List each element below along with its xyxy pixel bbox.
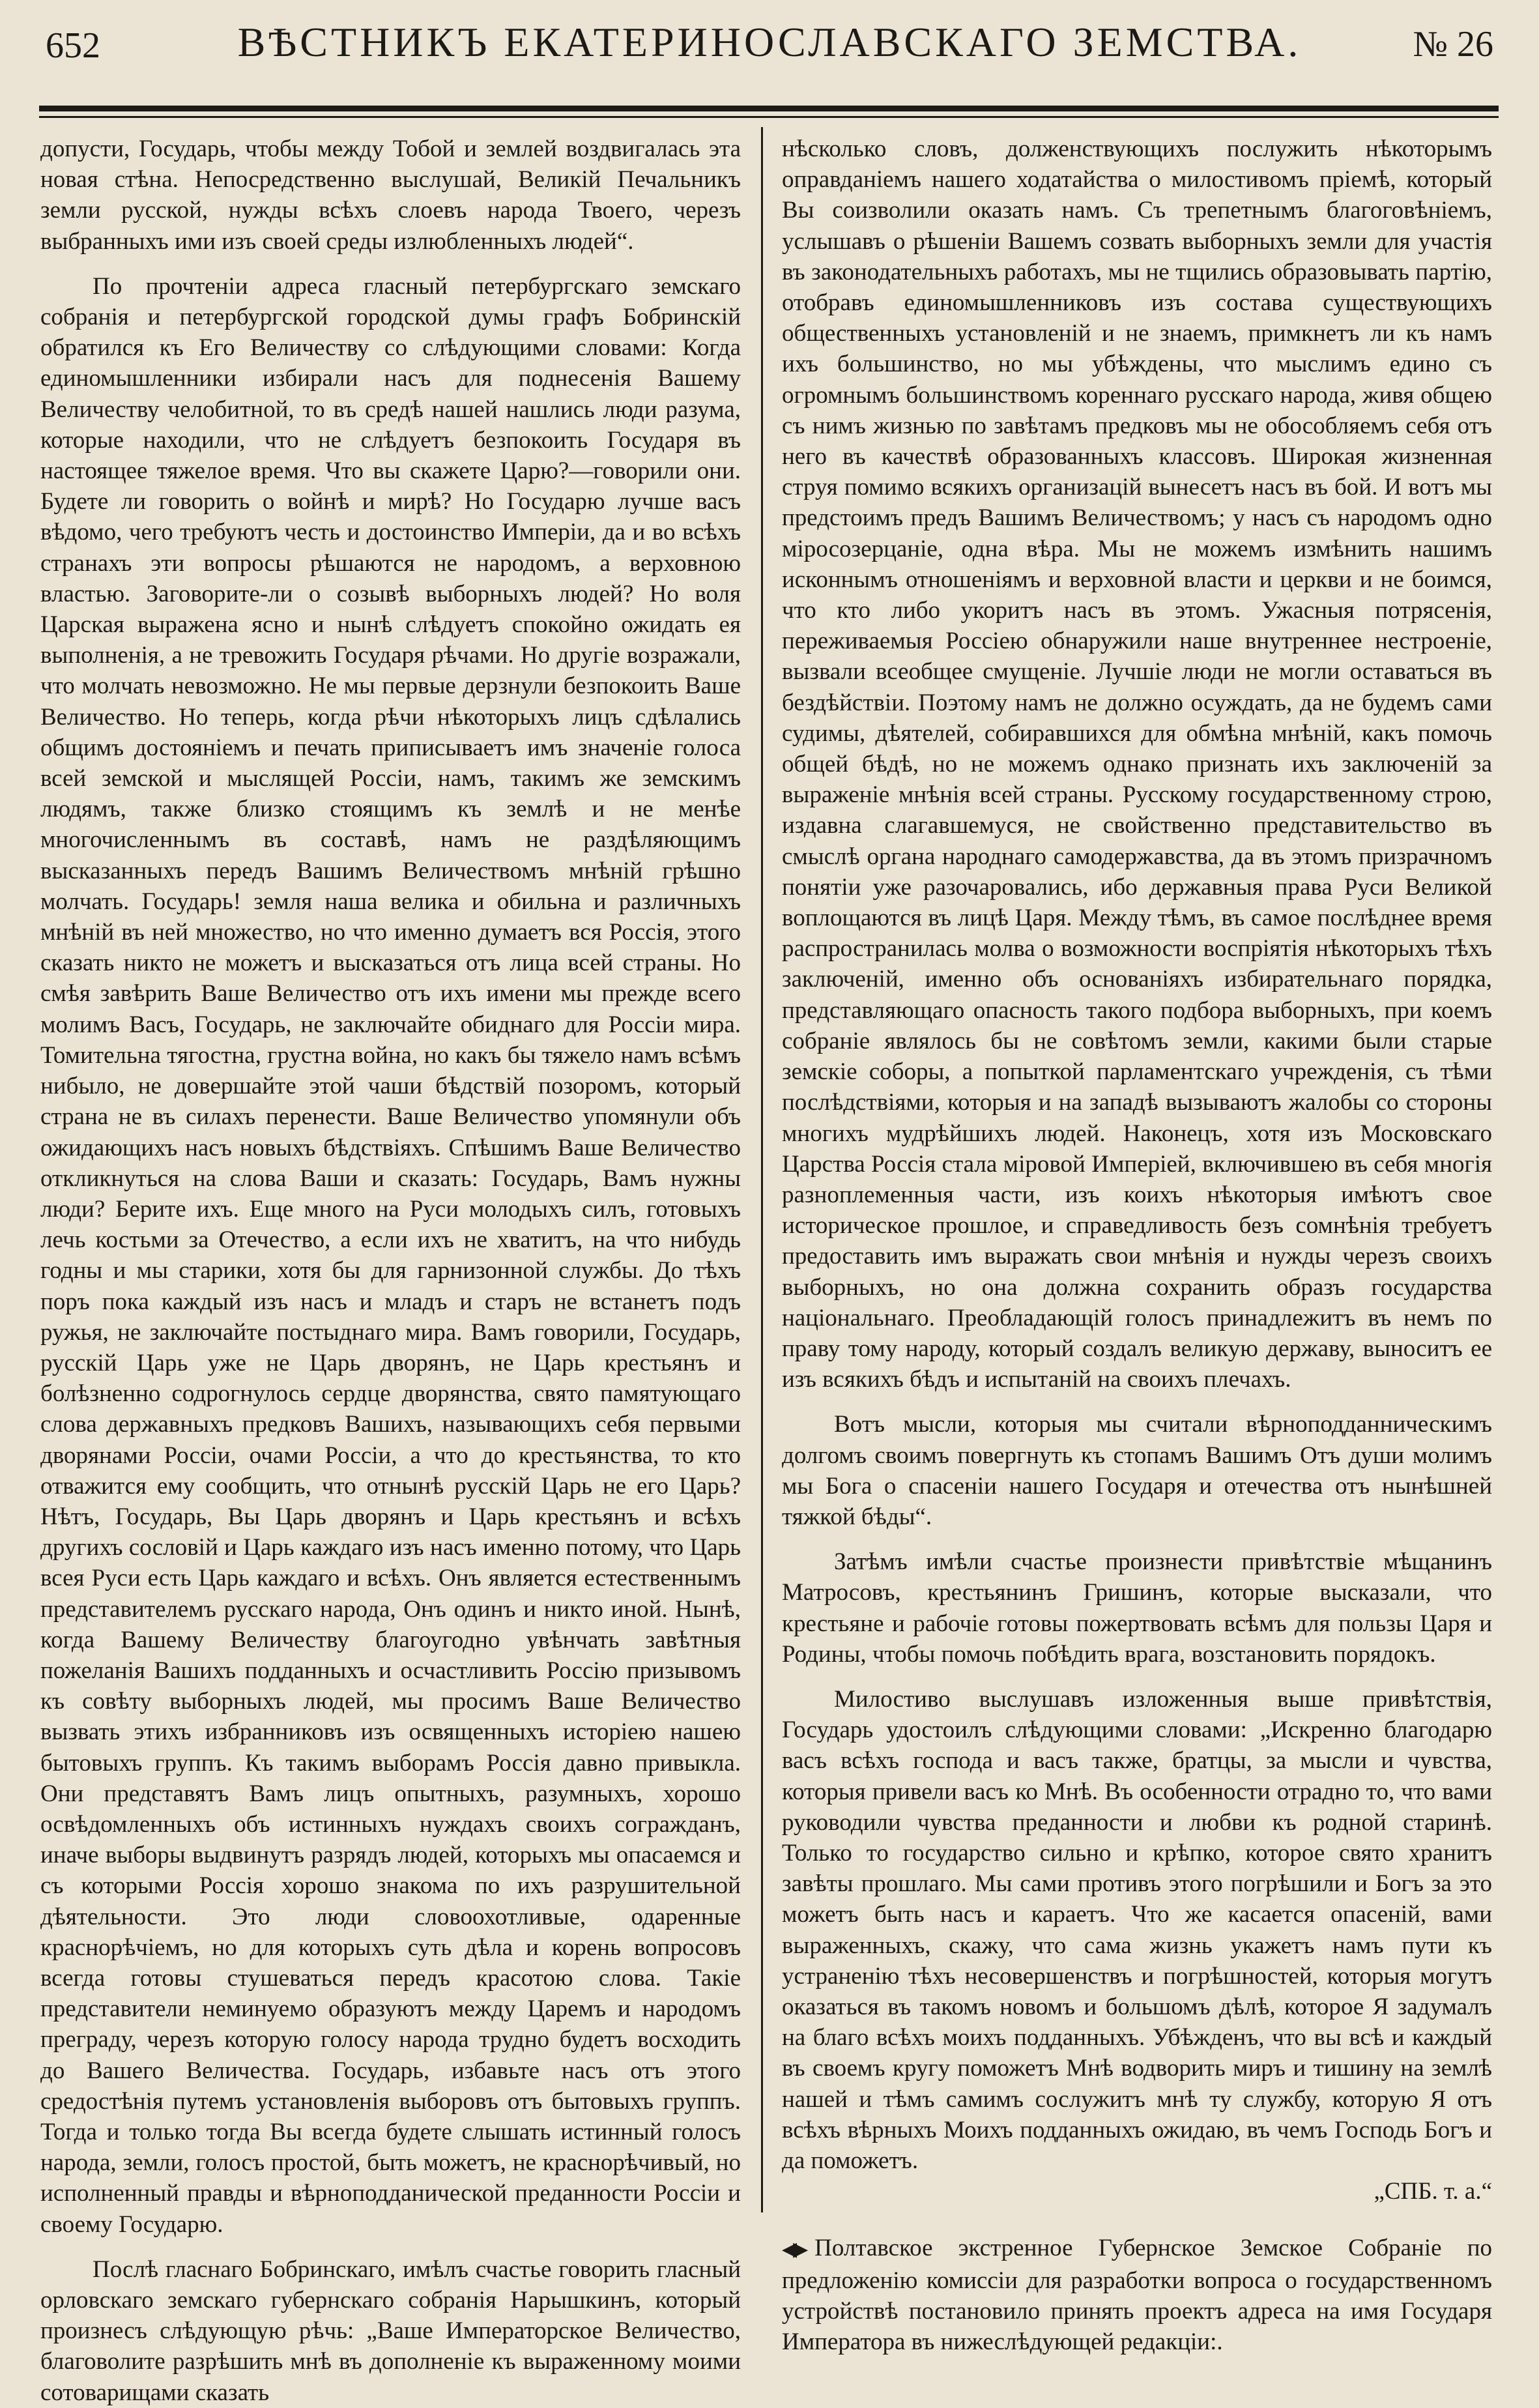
right-paragraph-4 [782, 1684, 1492, 2207]
right-paragraph-1: нѣсколько словъ, долженствующихъ послужить нѣкоторымъ оправданіемъ нашего ходатайства о милостивомъ пріемѣ, который Вы соизволили оказать намъ. Съ трепетнымъ благоговѣніемъ, услышавъ о рѣшеніи Вашемъ созвать выборныхъ земли для участія въ законодательныхъ работахъ, мы не тщились образовывать партію, отобравъ единомышленниковъ изъ состава существующихъ общественныхъ установленій и не знаемъ, примкнетъ ли къ намъ ихъ большинство, но мы убѣждены, что мыслимъ едино съ огромнымъ большинствомъ кореннаго русскаго народа, живя общею съ нимъ жизнью по завѣтамъ предковъ мы не обособляемъ себя отъ него въ качествѣ образованныхъ классовъ. Широкая жизненная струя помимо всякихъ организацій вынесетъ насъ въ бой. И вотъ мы предстоимъ предъ Вашимъ Величествомъ; у насъ съ народомъ одно міросозерцаніе, одна вѣра. Мы не можемъ измѣнить нашимъ исконнымъ отношеніямъ и верховной власти и церкви и не боимся, что кто либо укоритъ насъ въ этомъ. Ужасныя потрясенія, переживаемыя Россіею обнаружили наше внутреннее нестроеніе, вызвали всеобщее смущеніе. Лучшіе люди не могли оставаться въ бездѣйствіи. Поэтому намъ не должно осуждать, да не будемъ сами судимы, дѣятелей, собиравшихся для обмѣна мнѣній, какъ помочь общей бѣдѣ, но не можемъ однако признать ихъ заключеній за выраженіе мнѣнія всей страны. Русскому государственному строю, издавна слагавшемуся, не свойственно представительство въ смыслѣ органа народнаго самодержавства, да въ этомъ призрачномъ понятіи уже разочаровались, ибо державныя права Руси Великой воплощаются въ лицѣ Царя. Между тѣмъ, въ самое послѣднее время распространилась молва о возможности воспріятія нѣкоторыхъ тѣхъ заключеній, именно объ основаніяхъ избирательнаго порядка, представляющаго опасность такого подбора выборныхъ, при коемъ собраніе являлось бы не совѣтомъ земли, какими были старые земскіе соборы, а попыткой парламентскаго учрежденія, съ тѣми послѣдствіями, которыя и на западѣ вызываютъ жалобы со стороны многихъ мудрѣйшихъ людей. Наконецъ, хотя изъ Московскаго Царства Россія стала міровой Имперіей, включившею въ себя многія разноплеменныя части, изъ коихъ нѣкоторыя имѣютъ свое историческое прошлое, и справедливость безъ сомнѣнія требуетъ предоставить имъ выражать свои мнѣнія и нужды черезъ своихъ выборныхъ, но она должна сохранить образъ государства національнаго. Преобладающій голосъ принадлежитъ въ немъ по праву тому народу, который создалъ великую державу, выноситъ ее изъ всякихъ бѣдъ и испытаній на своихъ плечахъ. [782, 136, 1492, 1393]
header-rule-thick [39, 106, 1499, 111]
poltava-notice-text: Полтавское экстренное Губернское Земское Собраніе по предложенію комиссіи для разработки вопроса о государственномъ устройствѣ постановило принять проектъ адреса на имя Государя Императора въ нижеслѣдующей редакціи:. [782, 2235, 1492, 2356]
right-paragraph-5 [782, 2233, 1492, 2357]
right-column [782, 134, 1492, 2356]
header-rule-thin [39, 116, 1499, 118]
journal-title: ВѢСТНИКЪ ЕКАТЕРИНОСЛАВСКАГО ЗЕМСТВА. [237, 19, 1302, 65]
issue-number: № 26 [1413, 24, 1493, 65]
left-column [40, 134, 741, 2406]
right-paragraph-2: Вотъ мысли, которыя мы считали вѣрноподданническимъ долгомъ своимъ повергнуть къ стопамъ Вашимъ Отъ души молимъ мы Бога о спасеніи нашего Государя и отечества отъ нынѣшней тяжкой бѣды“. [782, 1411, 1492, 1530]
column-divider [761, 127, 763, 2212]
double-arrow-icon: ◀▶ [782, 2239, 805, 2261]
page-number: 652 [46, 25, 100, 66]
left-paragraph-2: По прочтеніи адреса гласный петербургскаго земскаго собранія и петербургской городской думы графъ Бобринскій обратился къ Его Величеству со слѣдующими словами: Когда единомышленники избирали насъ для поднесенія Вашему Величеству челобитной, то въ средѣ нашей нашлись люди разума, которые находили, что не слѣдуетъ безпокоить Государя въ настоящее тяжелое время. Что вы скажете Царю?—говорили они. Будете ли говорить о войнѣ и мирѣ? Но Государю лучше васъ вѣдомо, чего требуютъ честь и достоинство Имперіи, да и во всѣхъ странахъ эти вопросы рѣшаются не народомъ, а верховною властью. Заговорите-ли о созывѣ выборныхъ людей? Но воля Царская выражена ясно и нынѣ слѣдуетъ спокойно ожидать ея выполненія, а не тревожить Государя рѣчами. Но другіе возражали, что молчать невозможно. Не мы первые дерзнули безпокоить Ваше Величество. Но теперь, когда рѣчи нѣкоторыхъ лицъ сдѣлались общимъ достояніемъ и печать приписываетъ имъ значеніе голоса всей земской и мыслящей Россіи, намъ, такимъ же земскимъ людямъ, также близко стоящимъ къ землѣ и не менѣе многочисленнымъ въ составѣ, намъ не раздѣляющимъ высказанныхъ передъ Вашимъ Величествомъ мнѣній грѣшно молчать. Государь! земля наша велика и обильна и различныхъ мнѣній въ ней множество, но что именно думаетъ вся Россія, этого сказать никто не можетъ и высказаться отъ лица всей страны. Но смѣя завѣрить Ваше Величество отъ ихъ имени мы прежде всего молимъ Васъ, Государь, не заключайте обиднаго для Россіи мира. Томительна тягостна, грустна война, но какъ бы тяжело намъ всѣмъ нибыло, не довершайте этой чаши бѣдствій позоромъ, который страна не въ силахъ перенести. Ваше Величество упомянули объ ожидающихъ насъ новыхъ бѣдствіяхъ. Спѣшимъ Ваше Величество откликнуться на слова Ваши и сказать: Государь, Вамъ нужны люди? Берите ихъ. Еще много на Руси молодыхъ силъ, готовыхъ лечь костьми за Отечество, а если ихъ не хватитъ, на что нибудь годны и мы старики, хотя бы для гарнизонной службы. До тѣхъ поръ пока каждый изъ насъ и младъ и старъ не встанетъ подъ ружья, не заключайте постыднаго мира. Вамъ говорили, Государь, русскій Царь уже не Царь дворянъ, не Царь крестьянъ и болѣзненно содрогнулось сердце дворянства, свято памятующаго слова державныхъ предковъ Вашихъ, называющихъ себя первыми дворянами Россіи, очами Россіи, а что до крестьянства, то кто отважится ему сообщить, что отнынѣ русскій Царь не его Царь? Нѣтъ, Государь, Вы Царь дворянъ и Царь крестьянъ и всѣхъ другихъ сословій и Царь каждаго изъ насъ именно потому, что Царь всея Руси есть Царь каждаго и всѣхъ. Онъ является естественнымъ представителемъ русскаго народа, Онъ одинъ и никто иной. Нынѣ, когда Вашему Величеству благоугодно увѣнчать завѣтныя пожеланія Вашихъ подданныхъ и осчастливить Россію призывомъ къ совѣту выборныхъ людей, мы просимъ Ваше Величество вызвать этихъ избранниковъ изъ освященныхъ исторіею нашею бытовыхъ группъ. Къ такимъ выборамъ Россія давно привыкла. Они представятъ Вамъ лицъ опытныхъ, разумныхъ, хорошо освѣдомленныхъ объ истинныхъ нуждахъ своихъ согражданъ, иначе выборы выдвинутъ разрядъ людей, которыхъ мы опасаемся и съ которыми Россія хорошо знакома по ихъ разрушительной дѣятельности. Это люди словоохотливые, одаренные краснорѣчіемъ, но для которыхъ суть дѣла и корень вопросовъ всегда готовы стушеваться передъ красотою слова. Такіе представители неминуемо образуютъ между Царемъ и народомъ преграду, черезъ которую голосу народа трудно будетъ восходить до Вашего Величества. Государь, избавьте насъ отъ этого средостѣнія путемъ установленія выборовъ отъ бытовыхъ группъ. Тогда и только тогда Вы всегда будете слышать истинный голосъ народа, земли, голосъ простой, быть можетъ, не краснорѣчивый, но исполненный правды и вѣрноподданической преданности Россіи и своему Государю. [40, 272, 741, 2238]
source-signature: „СПБ. т. а.“ [1374, 2178, 1492, 2205]
left-paragraph-3: Послѣ гласнаго Бобринскаго, имѣлъ счастье говорить гласный орловскаго земскаго губернскаго собранія Нарышкинъ, который произнесъ слѣдующую рѣчь: „Ваше Императорское Величество, благоволите разрѣшить мнѣ въ дополненіе къ выраженному моими сотоварищами сказать [40, 2256, 741, 2406]
right-paragraph-3: Затѣмъ имѣли счастье произнести привѣтствіе мѣщанинъ Матросовъ, крестьянинъ Гришинъ, которые высказали, что крестьяне и рабочіе готовы пожертвовать всѣмъ для пользы Царя и Родины, чтобы помочь побѣдить врага, возстановить порядокъ. [782, 1548, 1492, 1668]
tsar-reply-text: Милостиво выслушавъ изложенныя выше привѣтствія, Государь удостоилъ слѣдующими словами: „Искренно благодарю васъ всѣхъ господа и васъ также, братцы, за мысли и чувства, которыя привели васъ ко Мнѣ. Въ особенности отрадно то, что вами руководили чувства преданности и любви къ родной старинѣ. Только то государство сильно и крѣпко, которое свято хранитъ завѣты прошлаго. Мы сами противъ этого погрѣшили и Богъ за это можетъ быть насъ и караетъ. Что же касается опасеній, вами выраженныхъ, скажу, что сама жизнь укажетъ намъ пути къ устраненію тѣхъ несовершенствъ и погрѣшностей, которыя могутъ оказаться въ такомъ новомъ и большомъ дѣлѣ, которое Я задумалъ на благо всѣхъ моихъ подданныхъ. Убѣжденъ, что вы всѣ и каждый въ своемъ кругу поможетъ Мнѣ водворить миръ и тишину на землѣ нашей и тѣмъ самимъ сослужитъ мнѣ ту службу, которую Я отъ всѣхъ вѣрныхъ Моихъ подданныхъ ожидаю, въ чемъ Господь Богъ и да поможетъ. [782, 1685, 1492, 2174]
left-paragraph-1: допусти, Государь, чтобы между Тобой и землей воздвигалась эта новая стѣна. Непосредственно выслушай, Великій Печальникъ земли русской, нужды всѣхъ слоевъ народа Твоего, черезъ выбранныхъ ими изъ своей среды излюбленныхъ людей“. [40, 136, 741, 255]
